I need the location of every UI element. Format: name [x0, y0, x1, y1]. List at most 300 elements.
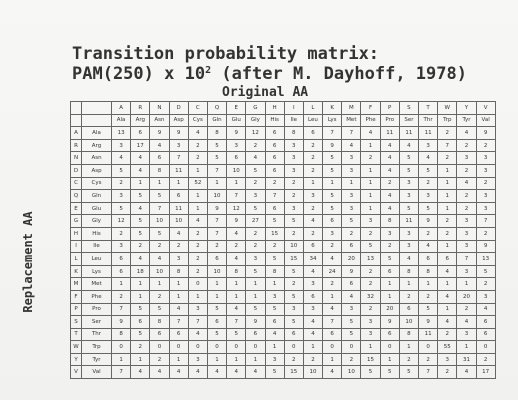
matrix-cell: 7	[323, 316, 342, 329]
matrix-cell: 5	[284, 290, 303, 303]
matrix-cell: 8	[399, 328, 418, 341]
matrix-cell: 9	[169, 127, 188, 140]
matrix-cell: 5	[265, 303, 284, 316]
matrix-cell: 3	[457, 152, 476, 165]
matrix-cell: 4	[419, 240, 438, 253]
row-header-name: Trp	[82, 341, 112, 354]
matrix-cell: 2	[361, 227, 380, 240]
matrix-cell: 5	[380, 366, 399, 379]
column-axis-label: Original AA	[222, 85, 309, 100]
matrix-cell: 1	[207, 177, 226, 190]
matrix-cell: 4	[131, 164, 150, 177]
matrix-cell: 4	[323, 366, 342, 379]
matrix-cell: 2	[476, 139, 495, 152]
matrix-cell: 5	[284, 316, 303, 329]
matrix-cell: 5	[265, 366, 284, 379]
matrix-cell: 10	[207, 265, 226, 278]
matrix-cell: 4	[342, 139, 361, 152]
matrix-cell: 0	[112, 341, 131, 354]
table-row	[71, 290, 496, 303]
matrix-cell: 5	[399, 164, 418, 177]
matrix-cell: 15	[265, 227, 284, 240]
matrix-cell: 3	[399, 227, 418, 240]
matrix-cell: 10	[207, 190, 226, 203]
column-header-letter: P	[380, 102, 399, 115]
matrix-cell: 5	[265, 253, 284, 266]
row-header-name: Arg	[82, 139, 112, 152]
matrix-cell: 4	[227, 227, 246, 240]
matrix-cell: 3	[399, 240, 418, 253]
row-header-letter: H	[71, 227, 82, 240]
matrix-cell: 9	[227, 215, 246, 228]
matrix-cell: 3	[342, 164, 361, 177]
matrix-cell: 8	[227, 265, 246, 278]
row-header-letter: W	[71, 341, 82, 354]
matrix-cell: 4	[169, 303, 188, 316]
matrix-cell: 4	[169, 366, 188, 379]
matrix-cell: 18	[131, 265, 150, 278]
table-row	[71, 215, 496, 228]
column-header-name: Ile	[284, 114, 303, 127]
matrix-cell: 13	[361, 253, 380, 266]
table-row	[71, 353, 496, 366]
matrix-cell: 2	[457, 139, 476, 152]
matrix-cell: 15	[284, 366, 303, 379]
matrix-cell: 2	[188, 227, 207, 240]
row-header-name: Asp	[82, 164, 112, 177]
matrix-cell: 9	[476, 240, 495, 253]
matrix-cell: 8	[399, 265, 418, 278]
matrix-cell: 4	[380, 164, 399, 177]
matrix-cell: 2	[419, 353, 438, 366]
matrix-cell: 1	[399, 278, 418, 291]
matrix-cell: 1	[131, 278, 150, 291]
matrix-cell: 2	[380, 177, 399, 190]
matrix-cell: 9	[207, 202, 226, 215]
matrix-cell: 10	[303, 366, 322, 379]
column-header-name: Ala	[112, 114, 131, 127]
matrix-cell: 0	[150, 341, 169, 354]
matrix-cell: 4	[303, 215, 322, 228]
column-header-letter: F	[361, 102, 380, 115]
matrix-cell: 5	[342, 328, 361, 341]
matrix-cell: 10	[150, 265, 169, 278]
matrix-cell: 6	[169, 190, 188, 203]
matrix-cell: 4	[131, 202, 150, 215]
matrix-cell: 5	[399, 152, 418, 165]
matrix-cell: 4	[303, 265, 322, 278]
matrix-cell: 6	[265, 202, 284, 215]
matrix-cell: 3	[342, 303, 361, 316]
matrix-cell: 5	[342, 215, 361, 228]
matrix-cell: 5	[323, 202, 342, 215]
matrix-cell: 4	[323, 253, 342, 266]
matrix-cell: 0	[342, 341, 361, 354]
matrix-cell: 5	[246, 202, 265, 215]
matrix-cell: 1	[169, 353, 188, 366]
matrix-cell: 2	[150, 240, 169, 253]
matrix-cell: 1	[323, 177, 342, 190]
matrix-cell: 5	[246, 164, 265, 177]
matrix-cell: 2	[438, 227, 457, 240]
matrix-cell: 6	[112, 265, 131, 278]
matrix-cell: 1	[188, 290, 207, 303]
table-row	[71, 328, 496, 341]
column-header-letter: W	[438, 102, 457, 115]
matrix-cell: 2	[380, 240, 399, 253]
matrix-cell: 2	[476, 353, 495, 366]
matrix-cell: 11	[399, 127, 418, 140]
matrix-cell: 1	[131, 177, 150, 190]
matrix-cell: 2	[284, 353, 303, 366]
matrix-cell: 2	[246, 139, 265, 152]
matrix-cell: 2	[457, 303, 476, 316]
matrix-cell: 1	[169, 278, 188, 291]
matrix-cell: 4	[207, 366, 226, 379]
matrix-cell: 8	[150, 316, 169, 329]
matrix-cell: 1	[207, 353, 226, 366]
column-header-name: Leu	[303, 114, 322, 127]
matrix-cell: 2	[303, 152, 322, 165]
matrix-cell: 11	[169, 164, 188, 177]
row-header-letter: T	[71, 328, 82, 341]
matrix-cell: 4	[399, 139, 418, 152]
matrix-cell: 6	[265, 139, 284, 152]
matrix-cell: 8	[112, 328, 131, 341]
matrix-cell: 3	[361, 328, 380, 341]
matrix-cell: 2	[303, 164, 322, 177]
matrix-cell: 2	[284, 227, 303, 240]
matrix-cell: 2	[188, 152, 207, 165]
row-header-letter: F	[71, 290, 82, 303]
row-header-letter: G	[71, 215, 82, 228]
matrix-cell: 2	[476, 227, 495, 240]
matrix-cell: 5	[419, 303, 438, 316]
matrix-cell: 1	[227, 353, 246, 366]
matrix-cell: 3	[303, 190, 322, 203]
matrix-cell: 4	[131, 253, 150, 266]
matrix-cell: 2	[188, 265, 207, 278]
matrix-cell: 3	[112, 190, 131, 203]
matrix-cell: 6	[399, 303, 418, 316]
matrix-cell: 20	[457, 290, 476, 303]
matrix-cell: 6	[303, 240, 322, 253]
column-header-letter: S	[399, 102, 418, 115]
matrix-cell: 2	[188, 139, 207, 152]
matrix-cell: 9	[380, 316, 399, 329]
matrix-cell: 8	[207, 127, 226, 140]
column-header-name: Val	[476, 114, 495, 127]
matrix-cell: 3	[246, 190, 265, 203]
matrix-cell: 12	[227, 202, 246, 215]
matrix-cell: 2	[284, 278, 303, 291]
row-header-name: Glu	[82, 202, 112, 215]
row-header-name: Asn	[82, 152, 112, 165]
matrix-cell: 2	[265, 177, 284, 190]
matrix-cell: 5	[207, 328, 226, 341]
title-line-2-citation: (after M. Dayhoff, 1978)	[211, 64, 467, 84]
matrix-cell: 12	[246, 127, 265, 140]
row-header-letter: V	[71, 366, 82, 379]
matrix-cell: 9	[419, 215, 438, 228]
matrix-cell: 2	[303, 202, 322, 215]
matrix-cell: 2	[457, 190, 476, 203]
matrix-cell: 5	[112, 202, 131, 215]
matrix-cell: 7	[207, 215, 226, 228]
row-header-letter: S	[71, 316, 82, 329]
matrix-cell: 1	[438, 177, 457, 190]
matrix-cell: 0	[246, 341, 265, 354]
matrix-cell: 6	[265, 127, 284, 140]
matrix-cell: 2	[361, 265, 380, 278]
matrix-cell: 7	[112, 303, 131, 316]
column-header-letter: D	[169, 102, 188, 115]
table-row	[71, 177, 496, 190]
matrix-cell: 3	[361, 316, 380, 329]
matrix-cell: 6	[169, 328, 188, 341]
matrix-cell: 6	[380, 265, 399, 278]
matrix-cell: 7	[188, 316, 207, 329]
column-header-letter: T	[419, 102, 438, 115]
matrix-cell: 12	[112, 215, 131, 228]
matrix-cell: 5	[419, 164, 438, 177]
matrix-cell: 2	[303, 353, 322, 366]
header-row-letters	[71, 102, 496, 115]
matrix-cell: 5	[207, 152, 226, 165]
row-header-letter: A	[71, 127, 82, 140]
column-header-name: Asp	[169, 114, 188, 127]
matrix-cell: 5	[207, 303, 226, 316]
matrix-cell: 34	[303, 253, 322, 266]
matrix-cell: 4	[265, 328, 284, 341]
matrix-cell: 1	[227, 177, 246, 190]
table-row	[71, 190, 496, 203]
column-header-letter: M	[342, 102, 361, 115]
matrix-cell: 9	[227, 127, 246, 140]
matrix-cell: 11	[380, 127, 399, 140]
matrix-cell: 5	[246, 303, 265, 316]
matrix-cell: 7	[457, 253, 476, 266]
matrix-cell: 4	[380, 190, 399, 203]
matrix-cell: 1	[246, 353, 265, 366]
matrix-cell: 4	[246, 366, 265, 379]
matrix-cell: 2	[476, 177, 495, 190]
matrix-cell: 1	[207, 278, 226, 291]
column-header-name: Met	[342, 114, 361, 127]
matrix-cell: 2	[303, 227, 322, 240]
matrix-cell: 1	[265, 278, 284, 291]
row-header-name: Gly	[82, 215, 112, 228]
matrix-cell: 5	[380, 253, 399, 266]
matrix-cell: 3	[303, 303, 322, 316]
matrix-cell: 3	[112, 240, 131, 253]
matrix-cell: 5	[150, 190, 169, 203]
matrix-cell: 2	[284, 177, 303, 190]
matrix-cell: 3	[284, 202, 303, 215]
matrix-cell: 1	[361, 190, 380, 203]
matrix-cell: 5	[361, 240, 380, 253]
matrix-cell: 1	[169, 290, 188, 303]
matrix-cell: 1	[380, 290, 399, 303]
row-header-name: Thr	[82, 328, 112, 341]
matrix-cell: 20	[342, 253, 361, 266]
matrix-cell: 7	[419, 366, 438, 379]
matrix-cell: 4	[380, 152, 399, 165]
matrix-cell: 3	[457, 215, 476, 228]
table-row	[71, 253, 496, 266]
matrix-cell: 17	[131, 139, 150, 152]
matrix-cell: 24	[323, 265, 342, 278]
matrix-cell: 2	[169, 240, 188, 253]
matrix-cell: 2	[438, 127, 457, 140]
matrix-cell: 9	[476, 127, 495, 140]
matrix-cell: 0	[188, 278, 207, 291]
matrix-cell: 6	[342, 278, 361, 291]
matrix-cell: 2	[112, 290, 131, 303]
row-header-name: Tyr	[82, 353, 112, 366]
matrix-cell: 17	[476, 366, 495, 379]
matrix-cell: 2	[438, 215, 457, 228]
matrix-cell: 6	[476, 316, 495, 329]
column-header-name: His	[265, 114, 284, 127]
column-header-name: Arg	[131, 114, 150, 127]
column-header-letter: Y	[457, 102, 476, 115]
matrix-cell: 2	[112, 177, 131, 190]
matrix-cell: 5	[150, 303, 169, 316]
matrix-cell: 1	[188, 190, 207, 203]
matrix-cell: 4	[438, 316, 457, 329]
matrix-cell: 9	[112, 316, 131, 329]
matrix-cell: 2	[246, 177, 265, 190]
matrix-cell: 6	[265, 164, 284, 177]
matrix-cell: 3	[246, 253, 265, 266]
table-row	[71, 278, 496, 291]
matrix-cell: 1	[438, 190, 457, 203]
matrix-cell: 6	[265, 316, 284, 329]
table-row	[71, 316, 496, 329]
matrix-cell: 6	[323, 328, 342, 341]
matrix-cell: 4	[457, 316, 476, 329]
matrix-cell: 3	[227, 139, 246, 152]
matrix-cell: 7	[169, 152, 188, 165]
matrix-cell: 2	[131, 341, 150, 354]
matrix-cell: 3	[188, 303, 207, 316]
matrix-cell: 9	[323, 139, 342, 152]
matrix-cell: 4	[246, 152, 265, 165]
row-header-name: Leu	[82, 253, 112, 266]
matrix-cell: 0	[476, 341, 495, 354]
matrix-cell: 3	[419, 139, 438, 152]
row-header-name: Phe	[82, 290, 112, 303]
matrix-cell: 0	[188, 341, 207, 354]
matrix-cell: 4	[380, 202, 399, 215]
matrix-cell: 1	[361, 202, 380, 215]
column-header-name: Trp	[438, 114, 457, 127]
column-header-letter: A	[112, 102, 131, 115]
matrix-cell: 0	[380, 341, 399, 354]
matrix-cell: 7	[150, 202, 169, 215]
matrix-cell: 3	[342, 152, 361, 165]
matrix-cell: 2	[419, 227, 438, 240]
row-header-letter: Y	[71, 353, 82, 366]
matrix-cell: 3	[342, 202, 361, 215]
page-title	[72, 44, 467, 84]
matrix-cell: 1	[150, 278, 169, 291]
matrix-cell: 0	[227, 341, 246, 354]
column-header-letter: E	[227, 102, 246, 115]
matrix-cell: 3	[323, 227, 342, 240]
matrix-cell: 2	[188, 240, 207, 253]
matrix-cell: 2	[284, 190, 303, 203]
matrix-cell: 5	[476, 265, 495, 278]
matrix-cell: 4	[227, 303, 246, 316]
matrix-cell: 3	[399, 177, 418, 190]
matrix-cell: 4	[457, 127, 476, 140]
row-header-name: Ala	[82, 127, 112, 140]
row-header-letter: E	[71, 202, 82, 215]
title-line-1: Transition probability matrix:	[72, 44, 380, 64]
matrix-cell: 4	[323, 303, 342, 316]
matrix-cell: 9	[419, 316, 438, 329]
row-header-letter: R	[71, 139, 82, 152]
matrix-cell: 1	[265, 341, 284, 354]
matrix-cell: 3	[361, 215, 380, 228]
matrix-cell: 5	[361, 366, 380, 379]
matrix-cell: 5	[131, 227, 150, 240]
matrix-cell: 4	[169, 227, 188, 240]
matrix-cell: 2	[438, 152, 457, 165]
matrix-cell: 1	[227, 290, 246, 303]
matrix-cell: 4	[361, 127, 380, 140]
matrix-cell: 52	[188, 177, 207, 190]
row-header-name: Gln	[82, 190, 112, 203]
matrix-cell: 0	[169, 341, 188, 354]
matrix-cell: 6	[131, 316, 150, 329]
table-row	[71, 341, 496, 354]
matrix-cell: 3	[169, 253, 188, 266]
matrix-cell: 4	[342, 290, 361, 303]
matrix-cell: 2	[361, 303, 380, 316]
matrix-cell: 4	[131, 152, 150, 165]
matrix-cell: 1	[361, 164, 380, 177]
matrix-cell: 2	[303, 139, 322, 152]
matrix-cell: 2	[419, 177, 438, 190]
matrix-cell: 3	[284, 139, 303, 152]
matrix-cell: 3	[380, 227, 399, 240]
matrix-cell: 5	[342, 316, 361, 329]
matrix-cell: 3	[457, 240, 476, 253]
matrix-cell: 2	[323, 240, 342, 253]
matrix-cell: 1	[457, 341, 476, 354]
corner-cell	[71, 114, 82, 127]
table-row	[71, 366, 496, 379]
table-row	[71, 303, 496, 316]
matrix-cell: 8	[150, 164, 169, 177]
column-header-name: Glu	[227, 114, 246, 127]
matrix-cell: 5	[150, 227, 169, 240]
matrix-cell: 8	[284, 127, 303, 140]
matrix-cell: 5	[419, 202, 438, 215]
matrix-cell: 10	[399, 316, 418, 329]
matrix-cell: 5	[323, 164, 342, 177]
matrix-cell: 2	[361, 278, 380, 291]
matrix-cell: 3	[476, 202, 495, 215]
matrix-cell: 1	[246, 278, 265, 291]
matrix-cell: 3	[265, 353, 284, 366]
matrix-cell: 4	[150, 366, 169, 379]
matrix-cell: 7	[207, 164, 226, 177]
matrix-cell: 2	[227, 240, 246, 253]
